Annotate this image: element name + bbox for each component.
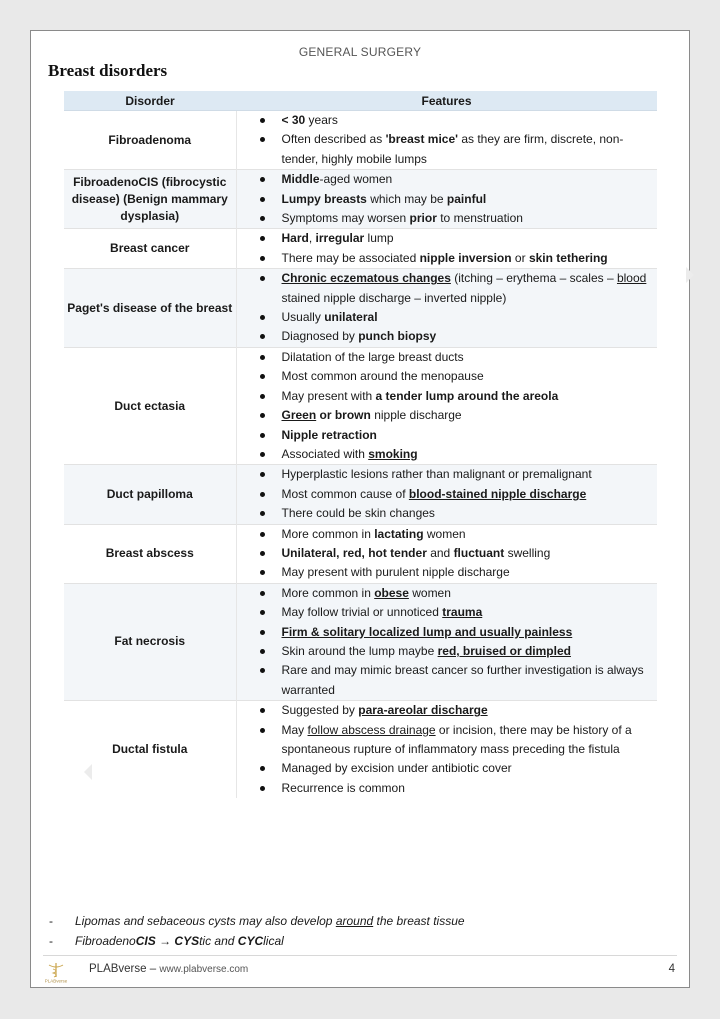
text-run: CYC — [237, 934, 264, 948]
text-run: lactating — [374, 526, 424, 541]
feature-item — [282, 406, 658, 425]
feature-item — [282, 701, 658, 720]
features-cell — [236, 111, 657, 170]
text-run: Chronic eczematous changes — [281, 271, 451, 286]
text-run: Green — [281, 408, 317, 423]
text-run: May follow trivial or unnoticed — [281, 605, 443, 620]
page-number: 4 — [668, 963, 675, 975]
text-run: the breast tissue — [373, 914, 465, 928]
disorder-name-cell: Breast abscess — [64, 524, 236, 583]
text-run: lical — [263, 934, 284, 948]
features-cell — [236, 347, 657, 464]
feature-item — [282, 327, 658, 346]
text-run: tic and — [199, 934, 238, 948]
text-run: red, bruised or dimpled — [437, 643, 571, 658]
text-run: swelling — [504, 545, 551, 560]
logo-caption: PLABverse — [44, 978, 68, 983]
feature-item — [282, 603, 658, 622]
text-run: a tender lump around the areola — [375, 388, 559, 403]
text-run: , — [308, 231, 316, 246]
features-cell — [236, 170, 657, 229]
text-run: women — [408, 585, 451, 600]
text-run: More common in — [281, 526, 375, 541]
features-cell — [236, 465, 657, 524]
feature-item — [282, 269, 658, 308]
feature-list — [237, 465, 658, 523]
table-body — [64, 111, 657, 799]
text-run: May — [281, 722, 308, 737]
feature-item — [282, 642, 658, 661]
text-run: Skin around the lump maybe — [281, 643, 438, 658]
text-run: Usually — [281, 310, 325, 325]
text-run: < 30 — [281, 113, 306, 127]
text-run: More common in — [281, 585, 375, 600]
text-run: nipple inversion — [419, 250, 512, 265]
text-run: painful — [446, 191, 487, 206]
table-row — [64, 347, 657, 464]
text-run: nipple discharge — [370, 408, 462, 423]
text-run: → — [155, 934, 175, 948]
table-row — [64, 701, 657, 799]
feature-item — [282, 348, 658, 367]
feature-item — [282, 525, 658, 544]
text-run: skin tethering — [528, 250, 608, 265]
running-header: GENERAL SURGERY — [298, 45, 422, 59]
page-title: Breast disorders — [48, 61, 168, 80]
disorder-name-cell: Duct papilloma — [64, 465, 236, 524]
table-row — [64, 111, 657, 170]
table-header-row — [64, 91, 657, 111]
text-run: Hyperplastic lesions rather than malignant or premalignant — [281, 467, 592, 482]
feature-item — [282, 229, 658, 248]
disorder-name-cell: Duct ectasia — [64, 347, 236, 464]
text-run: around — [335, 914, 374, 928]
feature-list — [237, 701, 658, 798]
text-run: para-areolar discharge — [358, 703, 488, 718]
previous-page-arrow-icon[interactable] — [84, 764, 92, 780]
feature-list — [237, 525, 658, 583]
features-cell — [236, 583, 657, 700]
column-header-disorder: Disorder — [64, 91, 236, 111]
text-run: women — [423, 526, 466, 541]
text-run: or incision, there may be history of a spontaneous rupture of inflammatory mass preceding the fistula — [281, 722, 632, 756]
feature-list — [237, 584, 658, 700]
table-row — [64, 229, 657, 269]
text-run: Middle — [281, 172, 320, 187]
text-run: and — [426, 545, 454, 560]
text-run: Associated with — [281, 446, 369, 461]
feature-item — [282, 504, 658, 523]
features-cell — [236, 269, 657, 348]
disorders-table — [64, 91, 657, 798]
feature-list — [237, 229, 658, 268]
column-header-features: Features — [236, 91, 657, 111]
feature-item — [282, 563, 658, 582]
feature-item — [282, 130, 658, 169]
text-run: Nipple retraction — [281, 427, 377, 442]
text-run: 'breast mice' — [385, 132, 458, 147]
text-run: blood-stained nipple discharge — [408, 486, 587, 501]
text-run: -aged women — [319, 172, 393, 187]
feature-item — [282, 111, 658, 130]
feature-item — [282, 170, 658, 189]
text-run: which may be — [366, 191, 447, 206]
footnote-item — [49, 911, 679, 931]
footer-separator: – — [146, 963, 160, 975]
disorder-name-cell: Breast cancer — [64, 229, 236, 269]
feature-list — [237, 170, 658, 228]
text-run: CIS — [135, 934, 156, 948]
text-run: Lipomas and sebaceous cysts may also develop — [75, 914, 336, 928]
text-run: Managed by excision under antibiotic cover — [281, 761, 512, 776]
text-run: Symptoms may worsen — [281, 211, 410, 226]
feature-item — [282, 387, 658, 406]
feature-item — [282, 584, 658, 603]
text-run: unilateral — [324, 310, 378, 325]
footer-website-link[interactable]: www.plabverse.com — [159, 964, 249, 975]
feature-item — [282, 209, 658, 228]
feature-item — [282, 445, 658, 464]
text-run: Most common around the menopause — [281, 369, 484, 384]
table-row — [64, 524, 657, 583]
features-cell — [236, 701, 657, 799]
feature-item — [282, 779, 658, 798]
text-run: years — [305, 113, 338, 127]
text-run: blood — [616, 271, 647, 286]
features-cell — [236, 524, 657, 583]
footer-brand-name: PLABverse — [89, 963, 147, 975]
text-run: May present with purulent nipple discharge — [281, 565, 510, 580]
dash-bullet-icon: - — [49, 914, 53, 928]
footer-divider — [43, 955, 677, 956]
text-run: to menstruation — [436, 211, 523, 226]
text-run: stained nipple discharge – inverted nipple) — [281, 290, 507, 305]
text-run: Diagnosed by — [281, 329, 359, 344]
table-row — [64, 269, 657, 348]
feature-item — [282, 426, 658, 445]
text-run: Firm & solitary localized lump and usually painless — [281, 624, 573, 639]
feature-item — [282, 367, 658, 386]
text-run: CYS — [174, 934, 200, 948]
text-run: or — [511, 250, 529, 265]
text-run: Suggested by — [281, 703, 359, 718]
feature-item — [282, 485, 658, 504]
document-page — [30, 30, 690, 988]
disorder-name-cell: Fibroadenoma — [64, 111, 236, 170]
disorder-name-cell: FibroadenoCIS (fibrocystic disease) (Benign mammary dysplasia) — [64, 170, 236, 229]
feature-item — [282, 249, 658, 268]
disorder-name-cell: Paget's disease of the breast — [64, 269, 236, 348]
text-run: Most common cause of — [281, 486, 409, 501]
table-row — [64, 583, 657, 700]
text-run: Fibroadeno — [75, 934, 136, 948]
text-run: Unilateral, red, hot tender — [281, 545, 427, 560]
text-run: There could be skin changes — [281, 506, 435, 521]
feature-list — [237, 348, 658, 464]
text-run: fluctuant — [453, 545, 505, 560]
text-run: May present with — [281, 388, 376, 403]
text-run: follow abscess drainage — [307, 722, 436, 737]
table-row — [64, 170, 657, 229]
feature-item — [282, 544, 658, 563]
feature-item — [282, 190, 658, 209]
feature-item — [282, 465, 658, 484]
caduceus-icon — [43, 961, 69, 983]
text-run: punch biopsy — [358, 329, 437, 344]
footnotes — [49, 911, 679, 951]
dash-bullet-icon: - — [49, 934, 53, 948]
feature-item — [282, 721, 658, 760]
text-run: lump — [364, 231, 394, 246]
text-run: Rare and may mimic breast cancer so further investigation is always warranted — [281, 663, 644, 697]
footer-brand — [89, 963, 248, 975]
text-run: smoking — [368, 446, 418, 461]
text-run: trauma — [442, 605, 483, 620]
text-run: or brown — [316, 408, 371, 423]
disorder-name-cell: Ductal fistula — [64, 701, 236, 799]
features-cell — [236, 229, 657, 269]
text-run: Dilatation of the large breast ducts — [281, 349, 464, 364]
text-run: obese — [374, 585, 409, 600]
table-row — [64, 465, 657, 524]
text-run: Often described as — [281, 132, 386, 147]
next-page-arrow-icon[interactable] — [686, 267, 694, 283]
feature-list — [237, 269, 658, 347]
text-run: Hard — [281, 231, 309, 246]
text-run: Recurrence is common — [281, 780, 405, 795]
text-run: prior — [409, 211, 437, 226]
text-run: irregular — [315, 231, 365, 246]
feature-item — [282, 661, 658, 700]
text-run: as they are firm, discrete, non-tender, highly mobile lumps — [281, 132, 624, 166]
text-run: There may be associated — [281, 250, 420, 265]
feature-item — [282, 623, 658, 642]
footnote-item — [49, 931, 679, 951]
text-run: (itching – erythema – scales – — [450, 271, 617, 286]
feature-item — [282, 759, 658, 778]
feature-list — [237, 111, 658, 169]
plabverse-logo — [43, 961, 69, 983]
feature-item — [282, 308, 658, 327]
disorder-name-cell: Fat necrosis — [64, 583, 236, 700]
text-run: Lumpy breasts — [281, 191, 367, 206]
